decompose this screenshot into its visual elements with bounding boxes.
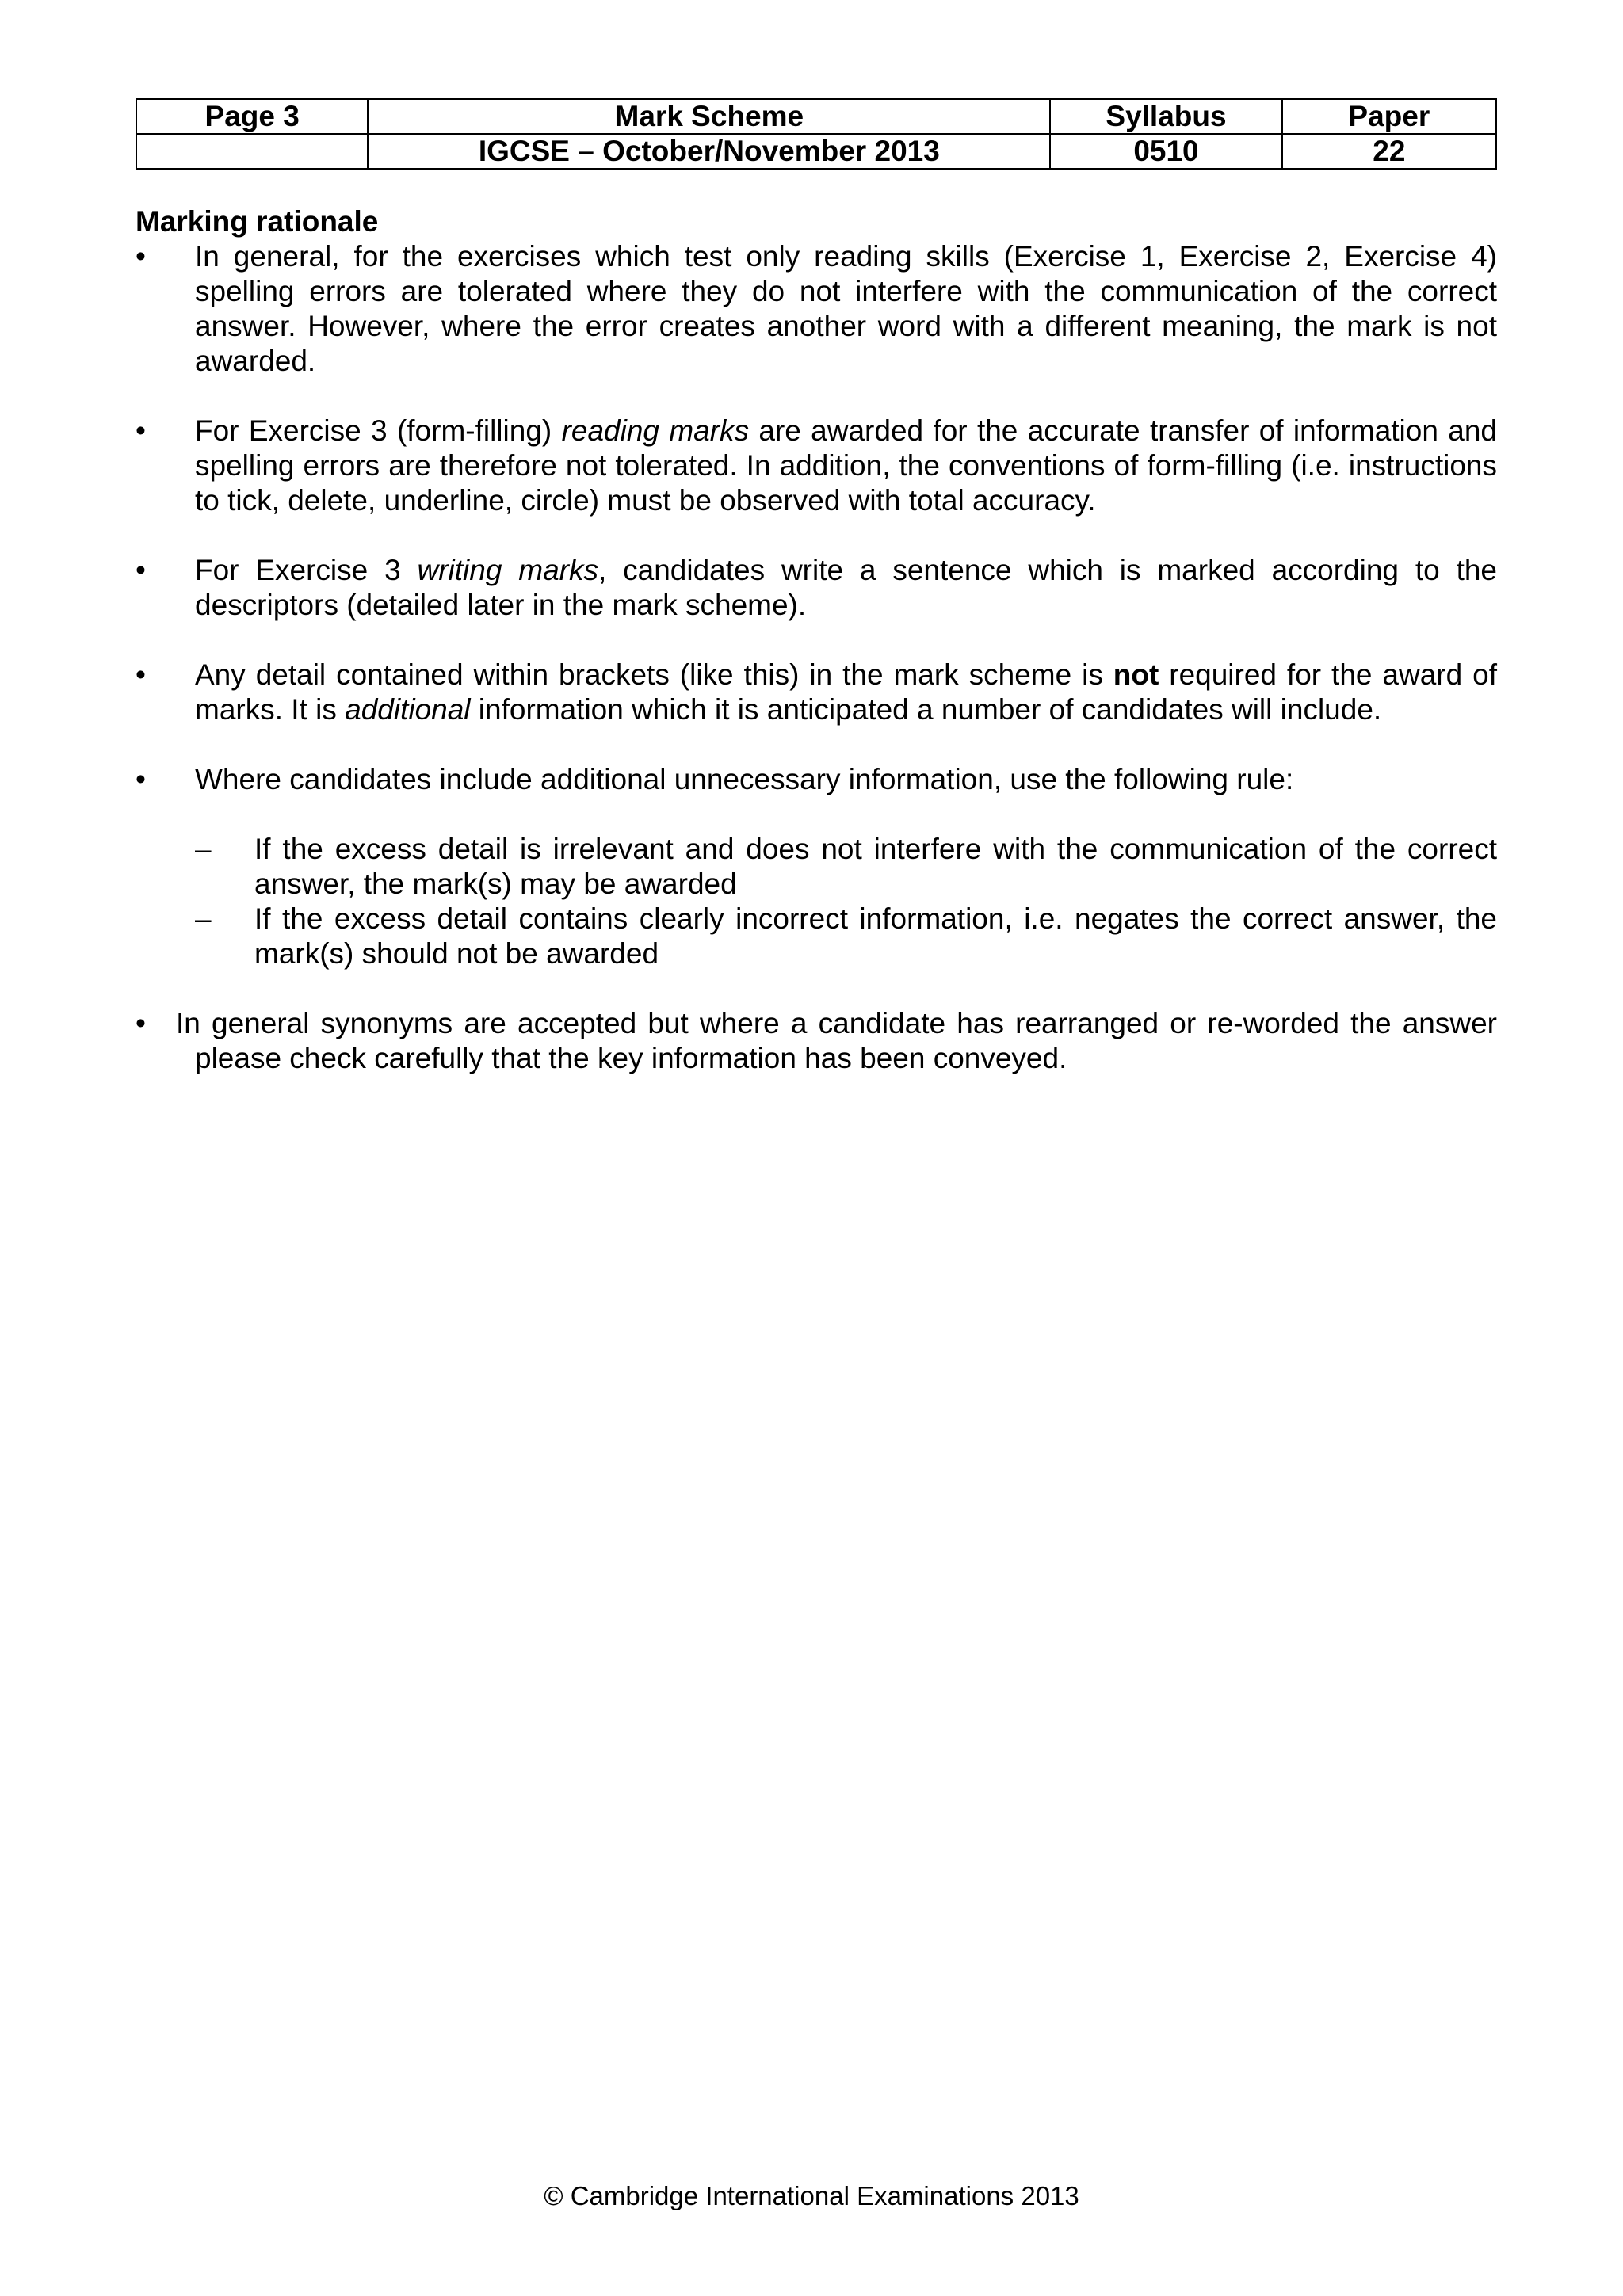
header-page-value <box>136 134 368 169</box>
sub-list <box>195 832 1497 971</box>
sub-list-item-irrelevant <box>195 832 1497 902</box>
list-item-additional-info <box>136 762 1497 971</box>
header-scheme-label: Mark Scheme <box>368 99 1050 134</box>
list-item-text: Where candidates include additional unnecessary information, use the following rule: <box>195 763 1294 795</box>
list-item-writing-marks <box>136 553 1497 623</box>
header-exam-title: IGCSE – October/November 2013 <box>368 134 1050 169</box>
sub-list-item-text: If the excess detail is irrelevant and does not interfere with the communication of the correct answer, the mark(s) may be awarded <box>254 833 1497 900</box>
italic-emphasis: writing marks <box>417 554 598 586</box>
bullet-icon: • <box>136 658 146 691</box>
header-row-values <box>136 134 1496 169</box>
header-paper-label: Paper <box>1282 99 1496 134</box>
header-syllabus-code: 0510 <box>1050 134 1281 169</box>
bold-emphasis: not <box>1113 658 1159 691</box>
bullet-icon: • <box>136 554 146 586</box>
section-heading: Marking rationale <box>136 205 379 238</box>
italic-emphasis: additional <box>345 693 471 726</box>
dash-icon: – <box>195 902 212 935</box>
footer-copyright: © Cambridge International Examinations 2013 <box>544 2181 1079 2210</box>
list-item-text: For Exercise 3 writing marks, candidates write a sentence which is marked according to the descriptors (detailed later in the mark scheme). <box>195 554 1498 621</box>
main-content <box>136 204 1497 1076</box>
list-item-text: Any detail contained within brackets (like this) in the mark scheme is not required for the award of marks. It is additional information which it is anticipated a number of candidates will include. <box>195 658 1497 726</box>
list-item-text: In general synonyms are accepted but where a candidate has rearranged or re-worded the answer please check carefully that the key information has been conveyed. <box>176 1007 1497 1074</box>
bullet-icon: • <box>136 414 146 447</box>
list-item-text: In general, for the exercises which test only reading skills (Exercise 1, Exercise 2, Exercise 4) spelling errors are tolerated where they do not interfere with the communication of the correct answer. However, where the error creates another word with a different meaning, the mark is not awarded. <box>195 240 1497 377</box>
bullet-icon: • <box>136 240 146 273</box>
header-row-labels <box>136 99 1496 134</box>
list-item-text: For Exercise 3 (form-filling) reading marks are awarded for the accurate transfer of information and spelling errors are therefore not tolerated. In addition, the conventions of form-filling (i.e. instructions to tick, delete, underline, circle) must be observed with total accuracy. <box>195 414 1497 517</box>
list-item-synonyms <box>136 1006 1497 1076</box>
italic-emphasis: reading marks <box>561 414 750 447</box>
list-item-brackets <box>136 658 1497 727</box>
bullet-icon: • <box>136 1007 146 1039</box>
sub-list-item-text: If the excess detail contains clearly incorrect information, i.e. negates the correct answer, the mark(s) should not be awarded <box>254 902 1497 970</box>
header-syllabus-label: Syllabus <box>1050 99 1281 134</box>
bullet-icon: • <box>136 763 146 795</box>
dash-icon: – <box>195 833 212 865</box>
list-item-form-filling <box>136 414 1497 518</box>
header-page-label: Page 3 <box>136 99 368 134</box>
header-table <box>136 98 1497 170</box>
header-paper-number: 22 <box>1282 134 1496 169</box>
sub-list-item-incorrect <box>195 902 1497 971</box>
list-item-reading-skills <box>136 239 1497 379</box>
